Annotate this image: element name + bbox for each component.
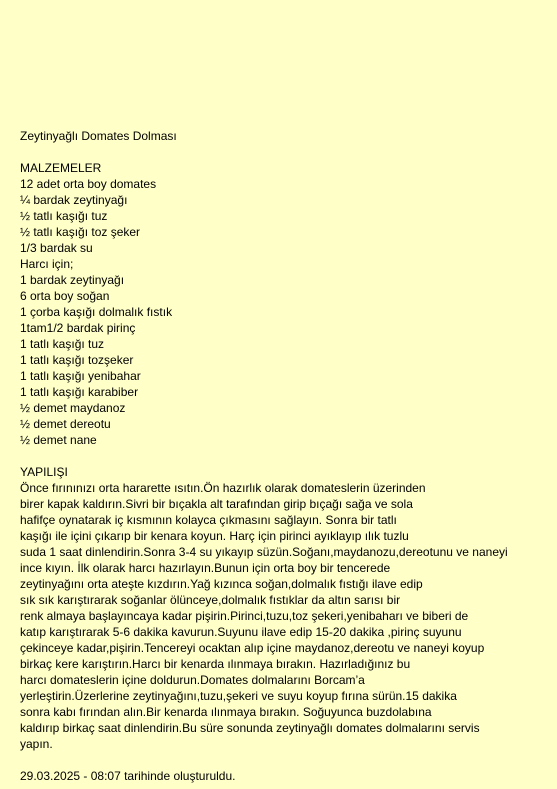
ingredient-item: ¼ bardak zeytinyağı (20, 193, 128, 207)
ingredient-item: 1 tatlı kaşığı karabiber (20, 385, 139, 399)
recipe-title: Zeytinyağlı Domates Dolması (20, 129, 177, 143)
ingredient-item: ½ demet nane (20, 433, 97, 447)
method-line: Önce fırınınızı orta hararette ısıtın.Ön hazırlık olarak domateslerin üzerinden (20, 481, 426, 495)
method-line: birer kapak kaldırın.Sivri bir bıçakla alt tarafından girip bıçağı sağa ve sola (20, 497, 413, 511)
ingredient-item: ½ tatlı kaşığı tuz (20, 209, 108, 223)
recipe-content (20, 128, 540, 784)
ingredient-item: 1 tatlı kaşığı yenibahar (20, 369, 141, 383)
method-line: sonra kabı fırından alın.Bir kenarda ılınmaya bırakın. Soğuyunca buzdolabına (20, 705, 432, 719)
method-line: kaşığı ile içini çıkarıp bir kenara koyun. Harç için pirinci ayıklayıp ılık tuzlu (20, 529, 409, 543)
method-text (20, 480, 540, 752)
method-line: hafifçe oynatarak iç kısmının kolayca çıkmasını sağlayın. Sonra bir tatlı (20, 513, 397, 527)
method-line: kaldırıp birkaç saat dinlendirin.Bu süre sonunda zeytinyağlı domates dolmalarını servis (20, 721, 480, 735)
ingredient-item: ½ demet dereotu (20, 417, 111, 431)
ingredient-item: ½ demet maydanoz (20, 401, 126, 415)
ingredients-heading: MALZEMELER (20, 161, 102, 175)
method-line: katıp karıştırarak 5-6 dakika kavurun.Suyunu ilave edip 15-20 dakika ,pirinç suyunu (20, 625, 462, 639)
ingredient-item: 6 orta boy soğan (20, 289, 110, 303)
method-line: birkaç kere karıştırın.Harcı bir kenarda ılınmaya bırakın. Hazırladığınız bu (20, 657, 411, 671)
method-line: yerleştirin.Üzerlerine zeytinyağını,tuzu,şekeri ve suyu koyup fırına sürün.15 dakika (20, 689, 457, 703)
ingredient-item: 1/3 bardak su (20, 241, 93, 255)
ingredient-item: 1 çorba kaşığı dolmalık fıstık (20, 305, 173, 319)
method-line: suda 1 saat dinlendirin.Sonra 3-4 su yıkayıp süzün.Soğanı,maydanozu,dereotunu ve naneyi (20, 545, 508, 559)
spacer (20, 448, 540, 464)
ingredients-list (20, 176, 540, 448)
method-heading: YAPILIŞI (20, 465, 68, 479)
ingredient-item: 12 adet orta boy domates (20, 177, 157, 191)
ingredient-subheading: Harcı için; (20, 257, 74, 271)
method-line: çekinceye kadar,pişirin.Tencereyi ocaktan alıp içine maydanoz,dereotu ve naneyi koyup (20, 641, 485, 655)
ingredient-item: 1 tatlı kaşığı tuz (20, 337, 105, 351)
method-line: sık sık karıştırarak soğanlar ölünceye,dolmalık fıstıklar da altın sarısı bir (20, 593, 401, 607)
spacer (20, 144, 540, 160)
ingredient-item: 1 bardak zeytinyağı (20, 273, 125, 287)
spacer (20, 752, 540, 768)
method-line: renk almaya başlayıncaya kadar pişirin.Pirinci,tuzu,toz şekeri,yenibaharı ve biberi de (20, 609, 469, 623)
method-line: ince kıyın. İlk olarak harcı hazırlayın.Bunun için orta boy bir tencerede (20, 561, 391, 575)
ingredient-item: ½ tatlı kaşığı toz şeker (20, 225, 141, 239)
method-line: zeytinyağını orta ateşte kızdırın.Yağ kızınca soğan,dolmalık fıstığı ilave edip (20, 577, 423, 591)
created-timestamp: 29.03.2025 - 08:07 tarihinde oluşturuldu. (20, 769, 236, 783)
method-line: harcı domateslerin içine doldurun.Domates dolmalarını Borcam’a (20, 673, 365, 687)
ingredient-item: 1 tatlı kaşığı tozşeker (20, 353, 134, 367)
method-line: yapın. (20, 737, 53, 751)
ingredient-item: 1tam1/2 bardak pirinç (20, 321, 136, 335)
